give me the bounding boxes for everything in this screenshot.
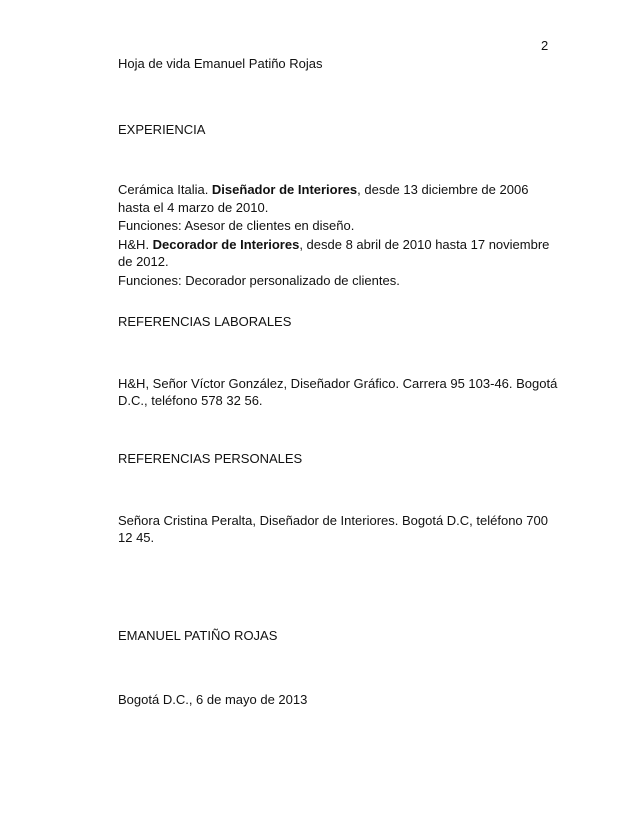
referencias-personales-heading: REFERENCIAS PERSONALES — [118, 451, 303, 466]
job2-functions: Funciones: Decorador personalizado de clientes. — [118, 273, 400, 288]
page-number: 2 — [541, 38, 549, 53]
job1-company: Cerámica Italia. — [118, 182, 212, 197]
referencia-laboral-line1: H&H, Señor Víctor González, Diseñador Gráfico. Carrera 95 103-46. Bogotá — [118, 376, 558, 391]
referencia-personal-line1: Señora Cristina Peralta, Diseñador de Interiores. Bogotá D.C, teléfono 700 — [118, 513, 548, 528]
referencia-laboral-line2: D.C., teléfono 578 32 56. — [118, 393, 263, 408]
job1-functions: Funciones: Asesor de clientes en diseño. — [118, 218, 355, 233]
referencias-laborales-heading: REFERENCIAS LABORALES — [118, 314, 292, 329]
referencia-personal-line2: 12 45. — [118, 530, 155, 545]
job2-line2: de 2012. — [118, 254, 169, 269]
job1-role: Diseñador de Interiores — [211, 182, 358, 197]
job2-company: H&H. — [118, 237, 153, 252]
job2-role: Decorador de Interiores — [152, 237, 300, 252]
job1-line1 — [118, 181, 528, 199]
job2-dates: , desde 8 abril de 2010 hasta 17 noviembre — [299, 237, 550, 252]
signature-name: EMANUEL PATIÑO ROJAS — [118, 628, 278, 643]
job1-dates: , desde 13 diciembre de 2006 — [357, 182, 529, 197]
experiencia-heading: EXPERIENCIA — [118, 122, 206, 137]
date-line: Bogotá D.C., 6 de mayo de 2013 — [118, 692, 308, 707]
document-header: Hoja de vida Emanuel Patiño Rojas — [118, 56, 323, 71]
job1-line2: hasta el 4 marzo de 2010. — [118, 200, 269, 215]
job2-line1 — [118, 236, 549, 254]
